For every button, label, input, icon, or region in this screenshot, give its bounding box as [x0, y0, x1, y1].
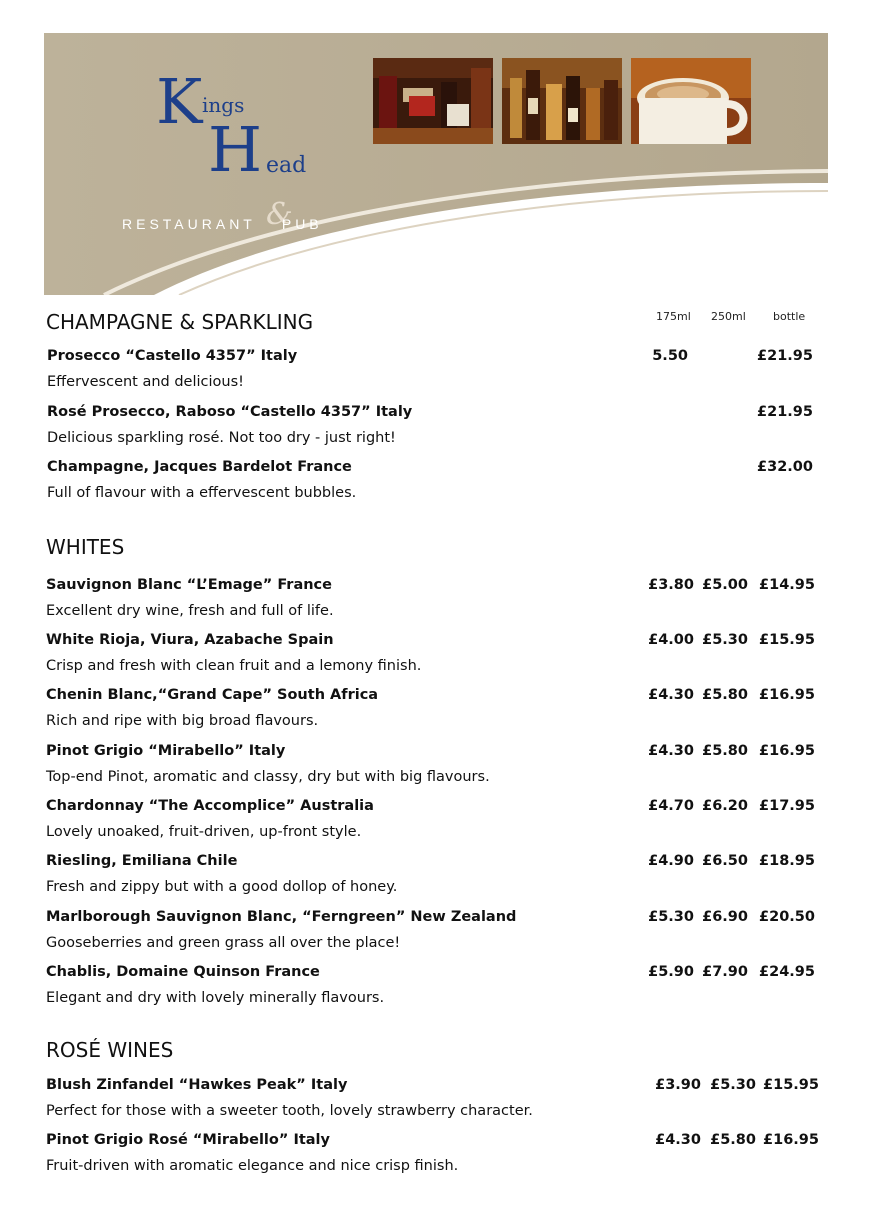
price-175ml: £3.80	[648, 577, 694, 593]
header-banner	[44, 33, 828, 295]
price-bottle: £15.95	[759, 632, 815, 648]
section-title-whites: WHITES	[46, 535, 125, 559]
wine-item	[0, 632, 870, 682]
wine-description: Fresh and zippy but with a good dollop of honey.	[46, 879, 398, 895]
wine-item	[0, 577, 870, 627]
wine-name: Champagne, Jacques Bardelot France	[47, 459, 352, 475]
wine-item	[0, 1077, 870, 1127]
wine-item	[0, 687, 870, 737]
wine-description: Full of flavour with a effervescent bubbles.	[47, 485, 357, 501]
wine-item	[0, 964, 870, 1014]
tagline-restaurant: RESTAURANT	[122, 216, 256, 232]
wine-name: Blush Zinfandel “Hawkes Peak” Italy	[46, 1077, 348, 1093]
price-bottle: £17.95	[759, 798, 815, 814]
wine-name: Marlborough Sauvignon Blanc, “Ferngreen” New Zealand	[46, 909, 517, 925]
logo-word-ings: ings	[202, 93, 245, 117]
price-bottle: £32.00	[757, 459, 813, 475]
price-250ml: £6.50	[702, 853, 748, 869]
wine-name: Sauvignon Blanc “L’Emage” France	[46, 577, 332, 593]
price-175ml: £4.70	[648, 798, 694, 814]
wine-name: Pinot Grigio “Mirabello” Italy	[46, 743, 286, 759]
price-bottle: £18.95	[759, 853, 815, 869]
wine-description: Excellent dry wine, fresh and full of life.	[46, 603, 334, 619]
price-175ml: £3.90	[655, 1077, 701, 1093]
wine-item	[0, 404, 870, 454]
wine-item	[0, 798, 870, 848]
logo-word-ead: ead	[266, 153, 307, 178]
wine-description: Top-end Pinot, aromatic and classy, dry but with big flavours.	[46, 769, 490, 785]
wine-name: Rosé Prosecco, Raboso “Castello 4357” Italy	[47, 404, 413, 420]
wine-description: Lovely unoaked, fruit-driven, up-front style.	[46, 824, 362, 840]
price-175ml: £4.00	[648, 632, 694, 648]
wine-description: Gooseberries and green grass all over the place!	[46, 935, 401, 951]
wine-bottles-photo	[373, 58, 493, 144]
price-175ml: £4.30	[655, 1132, 701, 1148]
col-header-175ml: 175ml	[656, 310, 691, 323]
price-bottle: £15.95	[763, 1077, 819, 1093]
logo-tagline	[122, 217, 323, 231]
tagline-pub: PUB	[281, 216, 323, 232]
wine-name: Pinot Grigio Rosé “Mirabello” Italy	[46, 1132, 330, 1148]
wine-item	[0, 853, 870, 903]
price-175ml: 5.50	[652, 348, 688, 364]
section-title-rose: ROSÉ WINES	[46, 1038, 174, 1062]
wine-description: Perfect for those with a sweeter tooth, lovely strawberry character.	[46, 1103, 533, 1119]
price-250ml: £6.90	[702, 909, 748, 925]
section-title-sparkling: CHAMPAGNE & SPARKLING	[46, 310, 314, 334]
wine-item	[0, 909, 870, 959]
price-bottle: £16.95	[763, 1132, 819, 1148]
price-250ml: £5.30	[710, 1077, 756, 1093]
price-bottle: £21.95	[757, 348, 813, 364]
price-175ml: £4.90	[648, 853, 694, 869]
wine-description: Crisp and fresh with clean fruit and a lemony finish.	[46, 658, 422, 674]
price-250ml: £5.80	[702, 687, 748, 703]
wine-description: Fruit-driven with aromatic elegance and nice crisp finish.	[46, 1158, 459, 1174]
logo-letter-h: H	[208, 113, 263, 186]
wine-description: Effervescent and delicious!	[47, 374, 244, 390]
price-250ml: £5.30	[702, 632, 748, 648]
col-header-bottle: bottle	[773, 310, 806, 323]
price-175ml: £4.30	[648, 687, 694, 703]
wine-item	[0, 459, 870, 509]
wine-description: Delicious sparkling rosé. Not too dry - just right!	[47, 430, 396, 446]
wine-item	[0, 348, 870, 398]
wine-description: Elegant and dry with lovely minerally flavours.	[46, 990, 385, 1006]
wine-name: Riesling, Emiliana Chile	[46, 853, 238, 869]
coffee-cup-photo	[631, 58, 751, 144]
price-175ml: £5.90	[648, 964, 694, 980]
price-175ml: £5.30	[648, 909, 694, 925]
wine-name: Prosecco “Castello 4357” Italy	[47, 348, 298, 364]
wine-name: Chardonnay “The Accomplice” Australia	[46, 798, 374, 814]
wine-item	[0, 743, 870, 793]
price-250ml: £5.80	[702, 743, 748, 759]
price-250ml: £5.00	[702, 577, 748, 593]
price-250ml: £7.90	[702, 964, 748, 980]
price-175ml: £4.30	[648, 743, 694, 759]
price-bottle: £16.95	[759, 687, 815, 703]
wine-name: Chenin Blanc,“Grand Cape” South Africa	[46, 687, 379, 703]
price-bottle: £21.95	[757, 404, 813, 420]
logo-letter-k: K	[156, 65, 203, 138]
price-250ml: £5.80	[710, 1132, 756, 1148]
price-250ml: £6.20	[702, 798, 748, 814]
wine-name: White Rioja, Viura, Azabache Spain	[46, 632, 334, 648]
wine-item	[0, 1132, 870, 1182]
wine-name: Chablis, Domaine Quinson France	[46, 964, 320, 980]
logo-ampersand: &	[266, 197, 293, 232]
price-bottle: £24.95	[759, 964, 815, 980]
kings-head-logo	[116, 65, 346, 232]
price-bottle: £20.50	[759, 909, 815, 925]
wine-description: Rich and ripe with big broad flavours.	[46, 713, 319, 729]
price-bottle: £14.95	[759, 577, 815, 593]
price-bottle: £16.95	[759, 743, 815, 759]
bar-bottles-photo	[502, 58, 622, 144]
col-header-250ml: 250ml	[711, 310, 746, 323]
